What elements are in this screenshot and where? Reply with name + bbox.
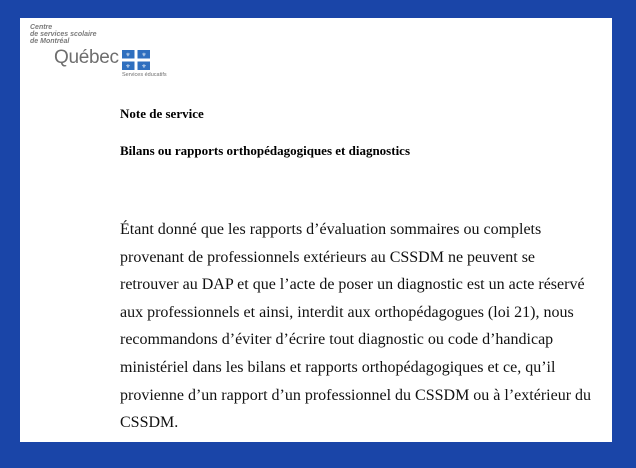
body-line: ministériel dans les bilans et rapports orthopédagogiques et ce, qu’il — [120, 358, 556, 376]
svg-text:⚜: ⚜ — [141, 64, 147, 70]
document-title: Bilans ou rapports orthopédagogiques et diagnostics — [120, 143, 411, 158]
body-line: CSSDM. — [120, 414, 179, 432]
body-line: Étant donné que les rapports d’évaluation sommaires ou complets — [120, 221, 542, 238]
quebec-flag-icon — [122, 50, 150, 70]
organization-name — [30, 24, 150, 45]
cssdm-logo — [30, 24, 200, 86]
department-name: Services éducatifs — [122, 72, 167, 78]
body-paragraph — [120, 216, 608, 437]
body-line: aux professionnels et ainsi, interdit aux orthopédagogues (loi 21), nous — [120, 303, 574, 321]
document-page — [20, 18, 612, 442]
document-type: Note de service — [120, 106, 204, 121]
org-line: de services scolaire — [30, 31, 97, 38]
quebec-wordmark: Québec — [54, 47, 119, 68]
org-line: Centre — [30, 24, 53, 31]
svg-text:⚜: ⚜ — [125, 64, 131, 70]
org-line: de Montréal — [30, 38, 70, 45]
body-line: provienne d’un rapport d’un professionnel du CSSDM ou à l’extérieur du — [120, 386, 592, 404]
body-line: provenant de professionnels extérieurs au CSSDM ne peuvent se — [120, 248, 536, 266]
body-line: retrouver au DAP et que l’acte de poser un diagnostic est un acte réservé — [120, 276, 585, 294]
body-line: recommandons d’éviter d’écrire tout diagnostic ou code d’handicap — [120, 331, 554, 349]
svg-text:⚜: ⚜ — [125, 52, 131, 59]
svg-text:⚜: ⚜ — [141, 52, 147, 59]
